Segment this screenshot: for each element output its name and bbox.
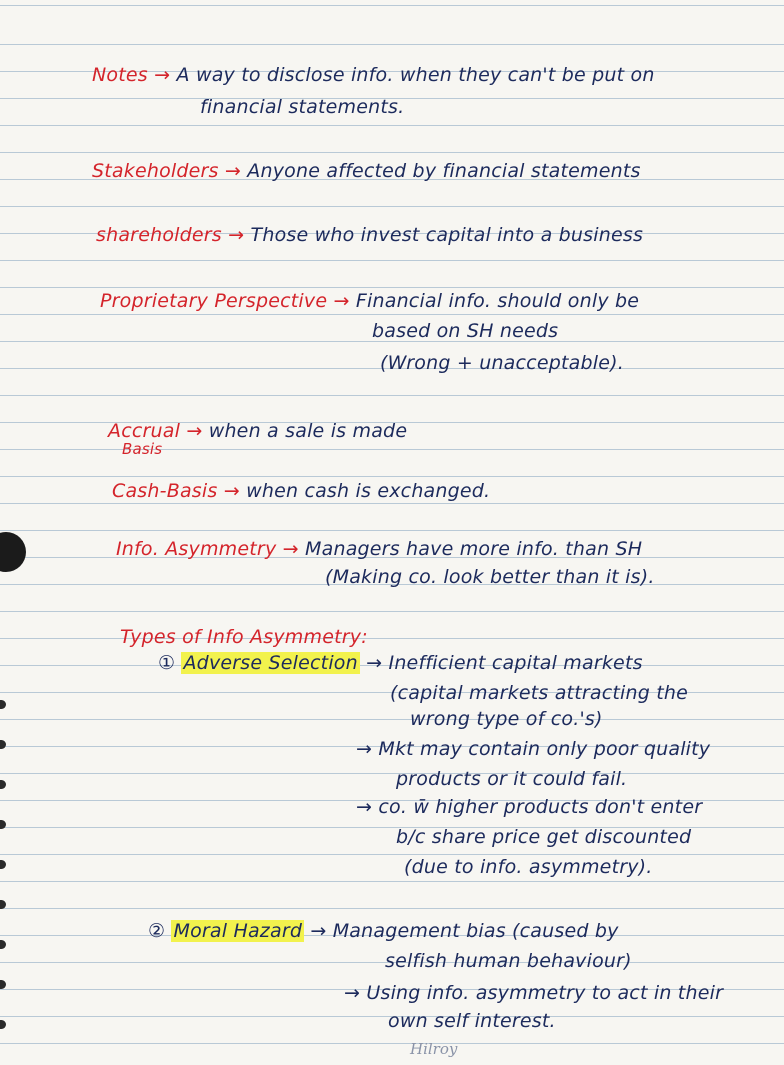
definition-text: own self interest. (388, 1010, 556, 1032)
punch-dot (0, 780, 6, 789)
term-notes: Notes (92, 64, 148, 86)
note-line (344, 982, 723, 1004)
note-line (385, 950, 632, 972)
punch-dot (0, 940, 6, 949)
punch-dot (0, 900, 6, 909)
note-line (372, 320, 558, 342)
term-accrual: Accrual (108, 420, 181, 442)
note-line-stakeholders (92, 160, 641, 182)
note-line (325, 566, 655, 588)
note-line (356, 796, 702, 818)
highlight-adverse-selection: Adverse Selection (183, 652, 358, 674)
definition-text: products or it could fail. (396, 768, 628, 790)
note-line (404, 856, 653, 878)
note-line (410, 708, 603, 730)
term-info-asymmetry: Info. Asymmetry (116, 538, 277, 560)
note-line (122, 440, 162, 458)
arrow-icon: → (228, 224, 245, 246)
term-cash-basis: Cash-Basis (112, 480, 218, 502)
term-proprietary-perspective: Proprietary Perspective (100, 290, 328, 312)
definition-text: when cash is exchanged. (246, 480, 491, 502)
definition-text: Financial info. should only be (355, 290, 640, 312)
punch-dot (0, 740, 6, 749)
definition-text: based on SH needs (372, 320, 559, 342)
definition-text: (Making co. look better than it is). (325, 566, 655, 588)
arrow-icon: → (223, 480, 240, 502)
definition-text: selfish human behaviour) (385, 950, 632, 972)
punch-dot (0, 860, 6, 869)
binder-hole (0, 532, 26, 572)
note-line (388, 1010, 556, 1032)
note-line (390, 682, 688, 704)
punch-dot (0, 700, 6, 709)
arrow-icon: → (366, 652, 383, 674)
note-line (356, 738, 710, 760)
term-stakeholders: Stakeholders (92, 160, 219, 182)
highlight-moral-hazard: Moral Hazard (173, 920, 303, 942)
note-line-accrual (108, 420, 407, 442)
note-line (200, 96, 404, 118)
section-heading: Types of Info Asymmetry: (120, 626, 368, 648)
definition-text: Management bias (caused by (332, 920, 619, 942)
arrow-icon: → (333, 290, 350, 312)
arrow-icon: → (154, 64, 171, 86)
arrow-icon: → (356, 796, 373, 818)
definition-text: (capital markets attracting the (390, 682, 688, 704)
definition-text: A way to disclose info. when they can't be put on (176, 64, 655, 86)
note-line-types (120, 626, 368, 648)
definition-text: when a sale is made (208, 420, 408, 442)
definition-text: Inefficient capital markets (388, 652, 643, 674)
definition-text: Anyone affected by financial statements (247, 160, 641, 182)
arrow-icon: → (344, 982, 361, 1004)
definition-text: co. w̄ higher products don't enter (378, 796, 703, 818)
note-line-shareholders (96, 224, 643, 246)
note-line-info-asymmetry (116, 538, 642, 560)
definition-text: b/c share price get discounted (396, 826, 692, 848)
definition-text: Using info. asymmetry to act in their (366, 982, 724, 1004)
definition-text: Those who invest capital into a business (250, 224, 644, 246)
definition-text: Mkt may contain only poor quality (378, 738, 711, 760)
arrow-icon: → (224, 160, 242, 182)
brand-signature: Hilroy (410, 1040, 458, 1058)
note-line-proprietary (100, 290, 639, 312)
arrow-icon: → (310, 920, 327, 942)
definition-text: (due to info. asymmetry). (404, 856, 653, 878)
punch-dot (0, 980, 6, 989)
note-line-cash-basis (112, 480, 490, 502)
definition-text: Managers have more info. than SH (305, 538, 643, 560)
punch-dot (0, 820, 6, 829)
note-line-adverse-selection (158, 652, 643, 674)
definition-text: (Wrong + unacceptable). (380, 352, 624, 374)
number-two: ② (148, 920, 166, 942)
term-basis: Basis (122, 440, 163, 458)
note-line-notes (92, 64, 655, 86)
note-line (396, 826, 691, 848)
term-shareholders: shareholders (96, 224, 222, 246)
arrow-icon: → (186, 420, 203, 442)
definition-text: wrong type of co.'s) (410, 708, 603, 730)
definition-text: financial statements. (200, 96, 405, 118)
punch-dot (0, 1020, 6, 1029)
note-line (396, 768, 627, 790)
arrow-icon: → (356, 738, 373, 760)
arrow-icon: → (282, 538, 299, 560)
note-line (380, 352, 624, 374)
number-one: ① (158, 652, 176, 674)
note-line-moral-hazard (148, 920, 619, 942)
